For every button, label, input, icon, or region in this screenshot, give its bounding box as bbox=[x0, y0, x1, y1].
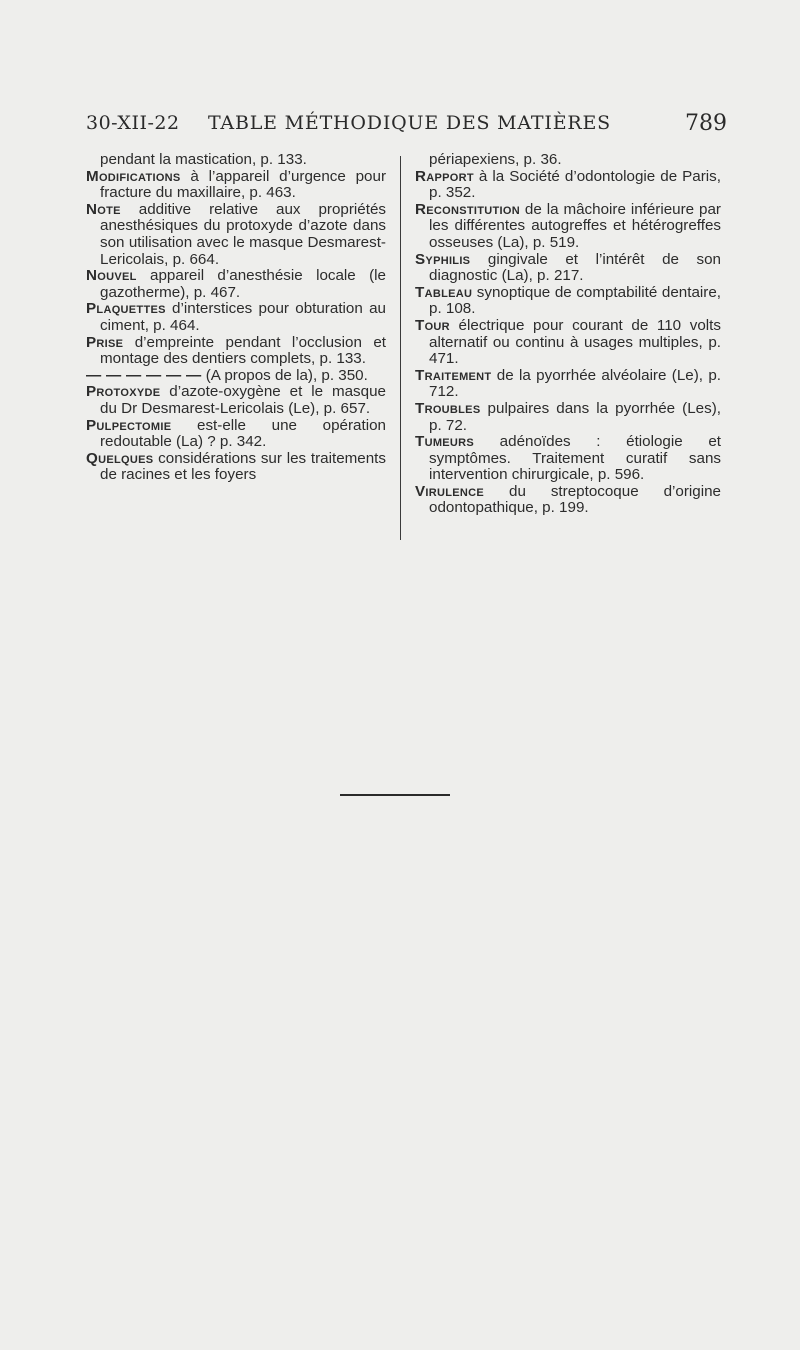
index-entry bbox=[86, 418, 386, 451]
index-entry bbox=[415, 152, 721, 169]
page-number: 789 bbox=[685, 111, 727, 136]
entry-text: est-elle une opération redoutable (La) ? p. 342. bbox=[100, 416, 386, 451]
entry-heading: Plaquettes bbox=[86, 300, 166, 318]
entry-heading: Quelques bbox=[86, 449, 154, 467]
index-entry bbox=[415, 285, 721, 318]
index-entry bbox=[86, 384, 386, 417]
entry-text: gingivale et l’intérêt de son diagnostic (La), p. 217. bbox=[429, 250, 721, 285]
entry-text: de la mâchoire inférieure par les différentes autogreffes et hétérogreffes osseuses (La), p. 519. bbox=[429, 200, 721, 251]
index-entry bbox=[86, 169, 386, 202]
end-rule bbox=[340, 794, 450, 796]
entry-text: (A propos de la), p. 350. bbox=[201, 366, 368, 384]
entry-text: adénoïdes : étiologie et symptômes. Traitement curatif sans intervention chirurgicale, p. 596. bbox=[429, 433, 721, 484]
entry-text: d’azote-oxygène et le masque du Dr Desmarest-Lericolais (Le), p. 657. bbox=[100, 383, 386, 417]
entry-text: pulpaires dans la pyorrhée (Les), p. 72. bbox=[429, 399, 721, 434]
entry-text: considérations sur les traitements de racines et les foyers bbox=[100, 449, 386, 484]
index-entry bbox=[86, 202, 386, 268]
left-column bbox=[86, 152, 386, 484]
index-entry bbox=[86, 268, 386, 301]
entry-heading: Modifications bbox=[86, 167, 181, 185]
index-entry bbox=[415, 434, 721, 484]
entry-text: d’empreinte pendant l’occlusion et montage des dentiers complets, p. 133. bbox=[100, 333, 386, 368]
entry-text: d’interstices pour obturation au ciment, p. 464. bbox=[100, 300, 386, 334]
entry-heading: Virulence bbox=[415, 482, 485, 500]
index-entry bbox=[415, 252, 721, 285]
column-divider bbox=[400, 156, 401, 540]
entry-text: à la Société d’odontologie de Paris, p. 352. bbox=[429, 167, 721, 202]
index-entry bbox=[415, 484, 721, 517]
entry-text: électrique pour courant de 110 volts alternatif ou continu à usages multiples, p. 471. bbox=[429, 316, 721, 368]
entry-heading: Prise bbox=[86, 333, 124, 351]
index-entry bbox=[86, 451, 386, 484]
index-entry bbox=[86, 152, 386, 169]
entry-heading: — — — — — — bbox=[86, 366, 202, 384]
entry-heading: Rapport bbox=[415, 167, 474, 185]
index-entry bbox=[86, 368, 386, 385]
index-entry bbox=[415, 318, 721, 368]
index-entry bbox=[86, 301, 386, 334]
index-entry bbox=[415, 401, 721, 434]
index-entry bbox=[415, 169, 721, 202]
entry-text: du streptocoque d’origine odontopathique, p. 199. bbox=[429, 482, 721, 517]
entry-text: périapexiens, p. 36. bbox=[429, 151, 562, 168]
page-header bbox=[86, 112, 726, 142]
entry-text: additive relative aux propriétés anesthésiques du protoxyde d’azote dans son utilisation avec le masque Desmarest-Lericolais, p. 664. bbox=[100, 200, 386, 268]
entry-heading: Tour bbox=[415, 316, 450, 334]
header-title: TABLE MÉTHODIQUE DES MATIÈRES bbox=[208, 112, 611, 134]
entry-text: à l’appareil d’urgence pour fracture du maxillaire, p. 463. bbox=[100, 167, 386, 202]
entry-heading: Traitement bbox=[415, 366, 492, 384]
entry-heading: Note bbox=[86, 200, 121, 218]
entry-heading: Reconstitution bbox=[415, 200, 520, 218]
index-entry bbox=[415, 202, 721, 252]
index-entry bbox=[86, 335, 386, 368]
header-date: 30-XII-22 bbox=[86, 112, 180, 134]
entry-heading: Troubles bbox=[415, 399, 481, 417]
entry-heading: Syphilis bbox=[415, 250, 471, 268]
entry-text: de la pyorrhée alvéolaire (Le), p. 712. bbox=[429, 366, 721, 401]
entry-text: synoptique de comptabilité dentaire, p. 108. bbox=[429, 283, 721, 318]
entry-text: appareil d’anesthésie locale (le gazotherme), p. 467. bbox=[100, 267, 386, 301]
entry-heading: Nouvel bbox=[86, 267, 137, 285]
entry-heading: Tumeurs bbox=[415, 433, 475, 451]
entry-heading: Pulpectomie bbox=[86, 416, 172, 434]
entry-text: pendant la mastication, p. 133. bbox=[100, 151, 307, 168]
entry-heading: Protoxyde bbox=[86, 383, 161, 401]
right-column bbox=[415, 152, 721, 517]
entry-heading: Tableau bbox=[415, 283, 473, 301]
index-entry bbox=[415, 368, 721, 401]
